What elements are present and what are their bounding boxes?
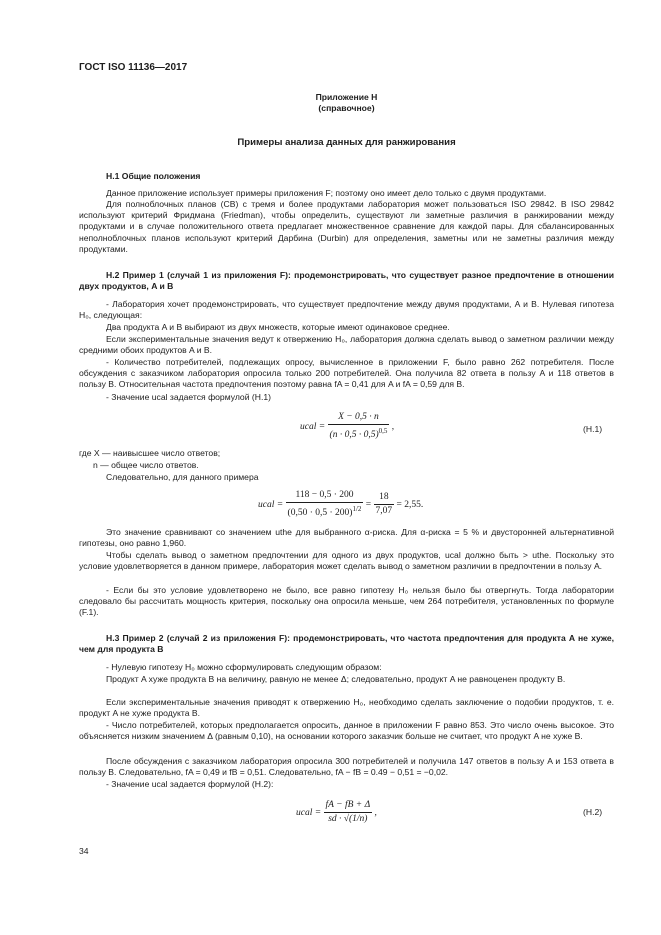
h3-paragraph-4: - Число потребителей, которых предполагается опросить, данное в приложении F равно 853. Это число очень высокое. Это объясняется низким значением Δ (равным 0,10), на основании которого заказчик больше не считает, что продукт A не хуже B. (79, 720, 614, 742)
h2-paragraph-3: Если экспериментальные значения ведут к отвержению H₀, лаборатория должна сделать вывод о заметном различии между средними обоих продуктов A и B. (79, 334, 614, 356)
h2-paragraph-8: Чтобы сделать вывод о заметном предпочтении для одного из двух продуктов, ucal должно быть > uthe. Поскольку это условие удовлетворяется в данном примере, лаборатория может сделать вывод о заметном различии в предпочтении в пользу A. (79, 550, 614, 572)
h1-paragraph-1: Данное приложение использует примеры приложения F; поэтому оно имеет дело только с двумя продуктами. (106, 188, 547, 198)
h3-paragraph-1: - Нулевую гипотезу H₀ можно сформулировать следующим образом: (106, 662, 382, 672)
h2-paragraph-5: - Значение ucal задается формулой (Н.1) (106, 392, 272, 402)
formula-h2: ucal = $\frac{fA - fB + \Delta}{sd \cdot √(1/n)}$ , (296, 800, 377, 825)
annex-subtitle: (справочное) (318, 103, 375, 113)
standard-header: ГОСТ ISO 11136—2017 (79, 62, 188, 73)
h3-paragraph-5: После обсуждения с заказчиком лаборатория опросила 300 потребителей и получила 147 ответов в пользу A и 153 ответа в пользу B. Следовательно, fA = 0,49 и fB = 0,51. Следовательно, fA − fB = 0.49 − 0,51 = −0,02. (79, 756, 614, 778)
formula-denominator: $(n \cdot 0,5 \cdot 0,5)^{0,5}$ (329, 427, 388, 441)
h3-paragraph-6: - Значение ucal задается формулой (Н.2): (106, 779, 274, 789)
h1-paragraph-2: Для полноблочных планов (CB) с тремя и более продуктами лаборатория может пользоваться ISO 29842. В ISO 29842 используют критерий Фридмана (Friedman), чтобы определить, существуют ли заметные различия в ранжировании между продуктами и в случае положительного ответа предлагает множественное сравнение для каждой пары. Для сбалансированных неполноблочных планов используют критерий Дарбина (Durbin) для определения, заметны или не заметны различия между продуктами. (79, 199, 614, 254)
formula-example1: ucal = $\frac{118 - 0,5 \cdot 200}{(0,50 \cdot 0,5 \cdot 200)^{1/2}}$ = $\frac{18}{7,07}$ = 2,55. (258, 490, 424, 519)
h2-paragraph-4: - Количество потребителей, подлежащих опросу, вычисленное в приложении F, было равно 262 потребителя. После обсуждения с заказчиком лаборатория опросила только 200 потребителей. Она получила 82 ответа в пользу A и 118 ответов в пользу B. Относительная частота предпочтения поэтому равна fA = 0,41 для A и fA = 0,59 для B. (79, 357, 614, 390)
formula-number-h2: (Н.2) (583, 807, 603, 817)
h2-paragraph-9: - Если бы это условие удовлетворено не было, все равно гипотезу H₀ нельзя было бы отвергнуть. Тогда лаборатории следовало бы рассчитать мощность критерия, поскольку она опросила меньше, чем 264 потребителя, установленных по формуле (F.1). (79, 585, 614, 618)
section-h2-title: Н.2 Пример 1 (случай 1 из приложения F): продемонстрировать, что существует разное предпочтение в отношении двух продуктов, A и B (79, 270, 614, 292)
where-n: n — общее число ответов. (93, 460, 199, 470)
h2-paragraph-7: Это значение сравнивают со значением uthe для выбранного α-риска. Для α-риска = 5 % и двусторонней альтернативной гипотезы, оно равно 1,960. (79, 527, 614, 549)
formula-h1: ucal = $\frac{X - 0,5 \cdot n}{(n \cdot 0,5 \cdot 0,5)^{0,5}}$ , (300, 412, 395, 441)
section-h1-title: Н.1 Общие положения (106, 171, 201, 181)
page-number: 34 (79, 846, 89, 856)
h2-paragraph-2: Два продукта A и B выбирают из двух множеств, которые имеют одинаковое среднее. (106, 322, 450, 332)
formula-number-h1: (Н.1) (583, 424, 603, 434)
formula-lhs: ucal = (300, 421, 326, 432)
h2-paragraph-6: Следовательно, для данного примера (106, 472, 259, 482)
formula-numerator: X − 0,5 · n (328, 412, 390, 425)
formula-fraction (328, 412, 390, 442)
annex-title: Приложение Н (315, 92, 378, 102)
h3-paragraph-2: Продукт A хуже продукта B на величину, равную не менее Δ; следовательно, продукт A не равноценен продукту B. (106, 674, 566, 684)
where-x: где X — наивысшее число ответов; (79, 448, 221, 458)
h2-paragraph-1: - Лаборатория хочет продемонстрировать, что существует предпочтение между двумя продуктами, A и B. Нулевая гипотеза H₀, следующая: (79, 299, 614, 321)
h3-paragraph-3: Если экспериментальные значения приводят к отвержению H₀, необходимо сделать заключение о подобии продуктов, т. е. продукт A не хуже продукта B. (79, 697, 614, 719)
section-h3-title: Н.3 Пример 2 (случай 2 из приложения F): продемонстрировать, что частота предпочтения для продукта A не хуже, чем для продукта B (79, 633, 614, 655)
annex-heading: Примеры анализа данных для ранжирования (237, 137, 456, 148)
